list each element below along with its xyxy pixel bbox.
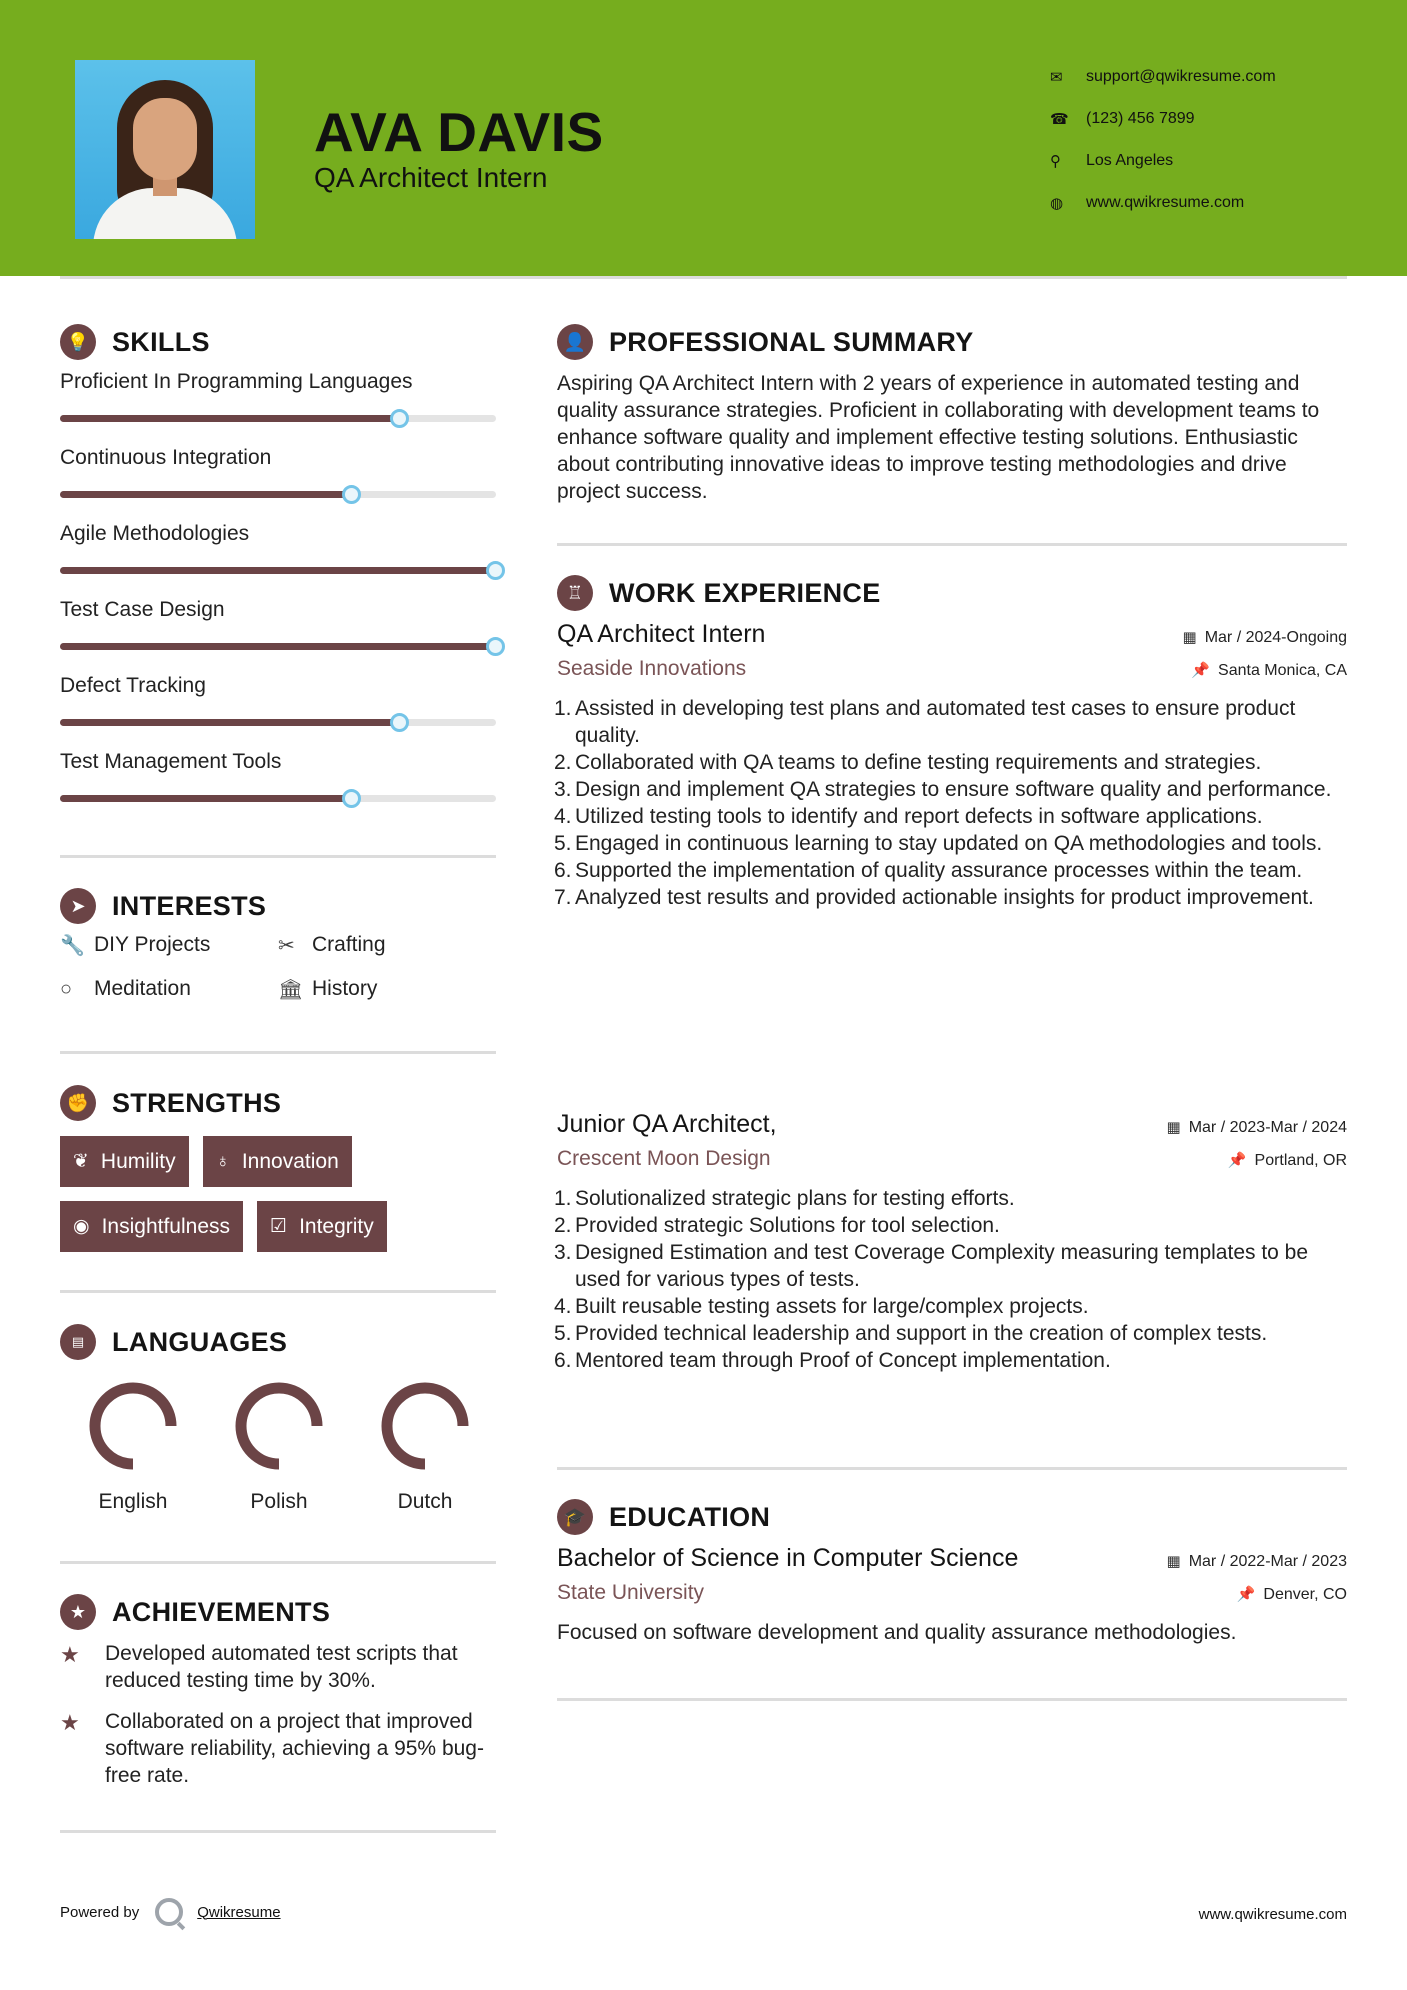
list-item: 4. Utilized testing tools to identify and report defects in software applications.: [554, 805, 1263, 828]
education-heading: 🎓 EDUCATION: [557, 1499, 770, 1535]
skill-item: Test Management Tools: [60, 750, 496, 826]
job-bullets: [554, 695, 1347, 911]
job-title: Junior QA Architect,: [557, 1110, 777, 1138]
skill-bar: [60, 719, 496, 726]
language-item: English: [60, 1376, 206, 1514]
languages-heading: ▤ LANGUAGES: [60, 1324, 287, 1360]
qwikresume-logo-icon: [155, 1898, 183, 1926]
skill-item: Proficient In Programming Languages: [60, 370, 496, 446]
lightbulb-icon: ♁: [215, 1150, 230, 1172]
pin-icon: 📌: [1227, 1152, 1247, 1169]
section-divider: [557, 1698, 1347, 1701]
job-title: QA Architect Intern: [557, 620, 766, 648]
list-item: 2. Collaborated with QA teams to define testing requirements and strategies.: [554, 751, 1262, 774]
scissors-icon: ✂: [278, 934, 295, 957]
fist-icon: ✊: [60, 1085, 96, 1121]
phone-icon: ☎: [1050, 111, 1069, 128]
language-ring: [83, 1376, 183, 1476]
footer-brand-link[interactable]: Qwikresume: [197, 1903, 281, 1921]
language-item: Polish: [206, 1376, 352, 1514]
education-entry: [557, 1544, 1347, 1646]
education-location: 📌 Denver, CO: [1236, 1586, 1347, 1603]
list-item: 4. Built reusable testing assets for large/complex projects.: [554, 1295, 1089, 1318]
footer-url[interactable]: www.qwikresume.com: [1198, 1906, 1347, 1923]
section-divider: [557, 1467, 1347, 1470]
skill-bar: [60, 795, 496, 802]
calendar-icon: ▦: [1182, 629, 1197, 646]
skills-heading: 💡 SKILLS: [60, 324, 210, 360]
globe-icon: ◍: [1050, 195, 1064, 212]
interest-item: ○ Meditation: [60, 977, 191, 1000]
skill-bar: [60, 643, 496, 650]
skill-bar: [60, 415, 496, 422]
skill-knob: [486, 637, 505, 656]
list-item: 5. Engaged in continuous learning to stay updated on QA methodologies and tools.: [554, 832, 1323, 855]
section-divider: [60, 1561, 496, 1564]
school-name: State University: [557, 1581, 705, 1604]
user-icon: 👤: [557, 324, 593, 360]
contact-email[interactable]: ✉ support@qwikresume.com: [1050, 68, 1276, 86]
list-item: 6. Mentored team through Proof of Concept implementation.: [554, 1349, 1111, 1372]
language-item: Dutch: [352, 1376, 498, 1514]
strengths-heading: ✊ STRENGTHS: [60, 1085, 281, 1121]
skill-bar: [60, 491, 496, 498]
skills-list: [60, 370, 496, 826]
wrench-icon: 🔧: [60, 934, 85, 957]
language-ring: [375, 1376, 475, 1476]
job-entry: [554, 620, 1347, 911]
job-company: Crescent Moon Design: [557, 1147, 771, 1170]
candidate-role: QA Architect Intern: [314, 162, 548, 193]
footer-powered-by: Powered by Qwikresume: [60, 1898, 281, 1926]
interests-list: [60, 932, 496, 1002]
shooting-star-icon: ★: [60, 1642, 80, 1667]
strength-tag: ◉ Insightfulness: [60, 1201, 243, 1252]
leaf-icon: ❦: [73, 1151, 89, 1172]
calendar-icon: ▦: [1166, 1553, 1181, 1570]
contact-list: [1050, 56, 1276, 224]
skill-knob: [390, 409, 409, 428]
calendar-icon: ▦: [1166, 1119, 1181, 1136]
eye-icon: ◉: [73, 1216, 90, 1237]
language-ring: [229, 1376, 329, 1476]
interests-heading: ➤ INTERESTS: [60, 888, 266, 924]
list-item: 6. Supported the implementation of quality assurance processes within the team.: [554, 859, 1303, 882]
education-date: ▦ Mar / 2022-Mar / 2023: [1166, 1553, 1347, 1570]
strengths-list: [60, 1136, 496, 1266]
lightbulb-icon: 💡: [60, 324, 96, 360]
degree-title: Bachelor of Science in Computer Science: [557, 1544, 1019, 1572]
office-chair-icon: ♖: [557, 575, 593, 611]
resume-header: [0, 0, 1407, 276]
interest-item: 🔧 DIY Projects: [60, 933, 211, 957]
list-item: 3. Designed Estimation and test Coverage Complexity measuring templates to be used for various types of tests.: [554, 1241, 1309, 1291]
candidate-name: AVA DAVIS: [314, 101, 604, 163]
summary-text: Aspiring QA Architect Intern with 2 years of experience in automated testing and quality assurance strategies. Proficient in collaborating with development teams to enhance software quality and implement effective testing solutions. Enthusiastic about contributing innovative ideas to improve testing methodologies and drive project success.: [557, 372, 1320, 503]
contact-website[interactable]: ◍ www.qwikresume.com: [1050, 194, 1245, 212]
skill-knob: [390, 713, 409, 732]
achievement-item: ★ Collaborated on a project that improved software reliability, achieving a 95% bug-free rate.: [60, 1710, 484, 1787]
section-divider: [60, 1290, 496, 1293]
skill-knob: [342, 789, 361, 808]
strength-tag: ❦ Humility: [60, 1136, 189, 1187]
experience-heading: ♖ WORK EXPERIENCE: [557, 575, 881, 611]
section-divider: [60, 1051, 496, 1054]
strength-tag: ♁ Innovation: [203, 1136, 352, 1187]
section-divider: [60, 1830, 496, 1833]
list-item: 1. Solutionalized strategic plans for testing efforts.: [554, 1187, 1015, 1210]
envelope-icon: ✉: [1050, 69, 1063, 86]
languages-list: [60, 1376, 498, 1514]
job-entry: [554, 1110, 1347, 1374]
job-location: 📌 Santa Monica, CA: [1191, 662, 1347, 679]
museum-icon: 🏛: [278, 978, 304, 1001]
shooting-star-icon: ★: [60, 1710, 80, 1735]
skill-item: Defect Tracking: [60, 674, 496, 750]
achievement-item: ★ Developed automated test scripts that reduced testing time by 30%.: [60, 1642, 458, 1692]
section-divider: [557, 543, 1347, 546]
contact-phone[interactable]: ☎ (123) 456 7899: [1050, 110, 1195, 128]
strength-tag: ☑ Integrity: [257, 1201, 387, 1252]
skill-knob: [486, 561, 505, 580]
achievements-heading: ★ ACHIEVEMENTS: [60, 1594, 330, 1630]
pin-icon: 📌: [1236, 1586, 1256, 1603]
list-item: 3. Design and implement QA strategies to ensure software quality and performance.: [554, 778, 1332, 801]
map-pin-icon: ⚲: [1050, 153, 1061, 170]
job-date: ▦ Mar / 2024-Ongoing: [1182, 629, 1347, 646]
paper-plane-icon: ➤: [60, 888, 96, 924]
contact-location: ⚲ Los Angeles: [1050, 152, 1174, 170]
job-location: 📌 Portland, OR: [1227, 1152, 1347, 1169]
list-item: 5. Provided technical leadership and support in the creation of complex tests.: [554, 1322, 1268, 1345]
header-divider: [60, 276, 1347, 279]
skill-bar: [60, 567, 496, 574]
job-date: ▦ Mar / 2023-Mar / 2024: [1166, 1119, 1347, 1136]
interest-item: ✂ Crafting: [278, 933, 386, 957]
job-bullets: [554, 1185, 1347, 1374]
section-divider: [60, 855, 496, 858]
star-badge-icon: ★: [60, 1594, 96, 1630]
skill-item: Continuous Integration: [60, 446, 496, 522]
interest-item: 🏛 History: [278, 977, 378, 1001]
achievements-list: [60, 1640, 496, 1803]
pin-icon: 📌: [1191, 662, 1211, 679]
profile-photo: [75, 60, 255, 239]
circle-icon: ○: [60, 977, 73, 1000]
job-company: Seaside Innovations: [557, 657, 747, 680]
language-icon: ▤: [60, 1324, 96, 1360]
check-square-icon: ☑: [270, 1216, 288, 1237]
list-item: 1. Assisted in developing test plans and automated test cases to ensure product quality.: [554, 697, 1296, 747]
summary-heading: 👤 PROFESSIONAL SUMMARY: [557, 324, 974, 360]
skill-item: Agile Methodologies: [60, 522, 496, 598]
education-description: Focused on software development and quality assurance methodologies.: [557, 1621, 1237, 1644]
list-item: 7. Analyzed test results and provided actionable insights for product improvement.: [554, 886, 1314, 909]
skill-item: Test Case Design: [60, 598, 496, 674]
graduate-icon: 🎓: [557, 1499, 593, 1535]
skill-knob: [342, 485, 361, 504]
list-item: 2. Provided strategic Solutions for tool selection.: [554, 1214, 1000, 1237]
